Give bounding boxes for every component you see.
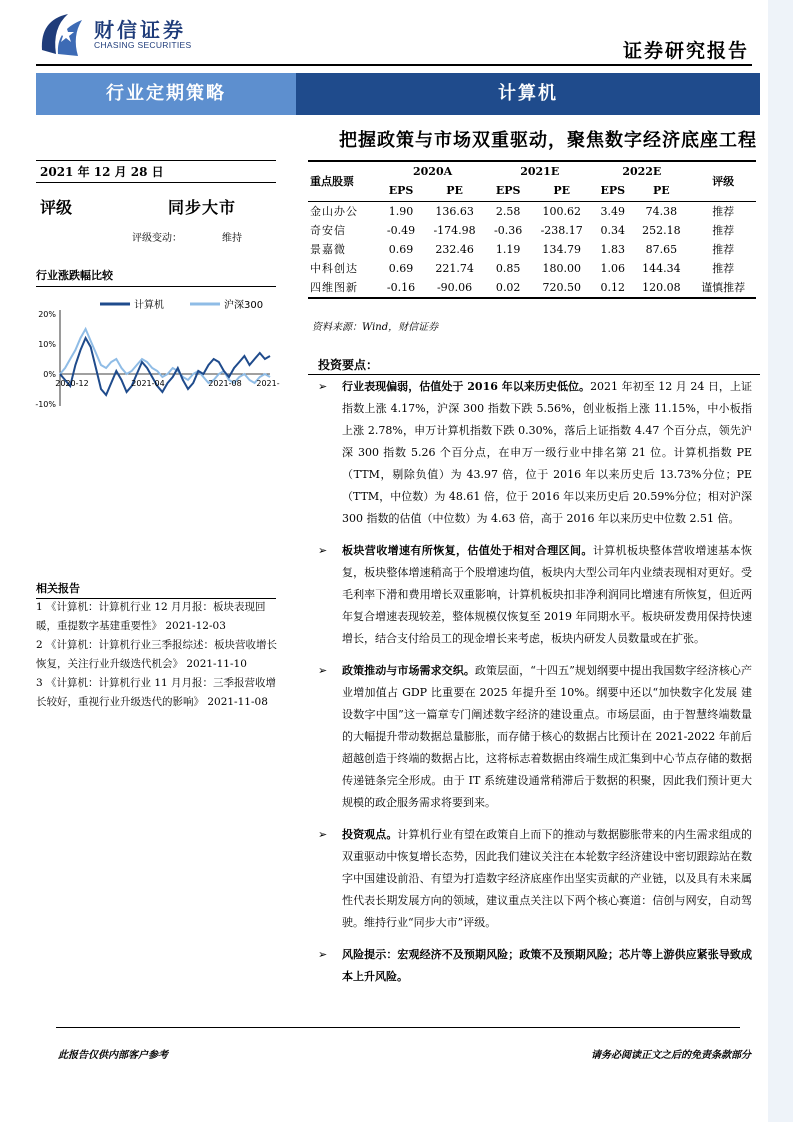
metric-header: PE [446,184,463,198]
perf-rule [36,286,276,287]
date-rule [36,182,276,183]
table-row [308,259,756,278]
logo-mark-icon [38,10,90,58]
arrow-bullet-icon: ➢ [318,948,328,961]
logo-text-en: CHASING SECURITIES [94,40,192,50]
x-tick-label: 2021-04 [131,379,165,388]
point-body: 计算机行业有望在政策自上而下的推动与数据膨胀带来的内生需求组成的双重驱动中恢复增长态势，因此我们建议关注在本轮数字经济建设中密切跟踪站在数字中国建设前沿、有望为打造数字经济底座作出坚实贡献的产业链，以及具有未来属性代表长期发展方向的领域，建议重点关注以下两个核心赛道：信创与网安，自动驾驶。维持行业“同步大市”评级。 [342,828,753,929]
point-body: 政策层面，“十四五”规划纲要中提出我国数字经济核心产业增加值占 GDP 比重要在 2025 年提升至 10%。纲要中还以“加快数字化发展 建设数字中国”这一篇章专门阐述数字经济的建设重点。市场层面，由于智慧终端数量的大幅提升带动数据总量膨胀，而存储于核心的数据占比预计在 2021-2022 年前后超越创造于终端的数据占比，这将标志着数据由终端生成汇集到中心节点存储的数据传递链条完全形成。由于 IT 系统建设通常稍滞后于数据的积聚，因此我们预计更大规模的政企服务需求将要到来。 [342,664,753,809]
year-header: 2020A [413,165,453,178]
stock-name: 金山办公 [310,205,358,218]
table-row [308,240,756,259]
table-cell: 100.62 [542,204,581,218]
related-report-item[interactable]: 2 《计算机：计算机行业三季报综述：板块营收增长恢复，关注行业升级迭代机会》 2021-11-10 [36,639,278,670]
arrow-bullet-icon: ➢ [318,664,328,677]
rating-header: 评级 [690,161,756,201]
table-cell: 232.46 [435,242,474,256]
industry-banner: 计算机 [296,73,760,115]
table-cell: 252.18 [642,223,681,237]
logo-text-cn: 财信证券 [94,18,186,42]
metric-header: EPS [495,184,521,198]
table-cell: 3.49 [600,204,626,218]
arrow-bullet-icon: ➢ [318,380,328,393]
point-body: 2021 年初至 12 月 24 日，上证指数上涨 4.17%，沪深 300 指数下跌 5.56%，创业板指上涨 11.15%，中小板指上涨 2.78%，申万计算机指数下跌 0.30%，落后上证指数 4.47 个百分点，领先沪深 300 指数 5.26 个百分点，在申万一级行业中排名第 21 位。计算机指数 PE（TTM，剔除负值）为 43.97 倍，位于 2016 年以来历史后 13.73%分位；PE（TTM，中位数）为 48.61 倍，位于 2016 年以来历史后 20.59%分位；相对沪深 300 指数的估值（中位数）为 4.63 倍，高于 2016 年以来历史中位数 2.51 倍。 [342,380,752,525]
year-header: 2022E [622,165,662,178]
investment-point [312,944,752,988]
table-cell: 0.69 [388,242,414,256]
table-cell: 180.00 [542,261,581,275]
point-lead: 板块营收增速有所恢复，估值处于相对合理区间。 [342,544,593,557]
x-tick-label: 2021- [256,379,280,388]
series-line [60,329,270,383]
related-report-item[interactable]: 1 《计算机：计算机行业 12 月月报：板块表现回暖，重提数字基建重要性》 2021-12-03 [36,601,266,632]
investment-point [312,824,752,934]
investment-point [312,540,752,650]
table-cell: 144.34 [642,261,681,275]
point-lead: 风险提示：宏观经济不及预期风险；政策不及预期风险；芯片等上游供应紧张导致成本上升风险。 [342,948,752,983]
table-cell: -174.98 [433,223,476,237]
legend-label: 沪深300 [224,300,264,311]
related-reports-list [36,598,286,712]
table-cell: 2.58 [495,204,521,218]
stock-rating: 推荐 [712,243,735,256]
report-date: 2021 年 12 月 28 日 [40,165,164,179]
year-header: 2021E [520,165,560,178]
table-row [308,278,756,298]
perf-chart [30,292,280,422]
metric-header: PE [653,184,670,198]
table-cell: 136.63 [435,204,474,218]
table-cell: -0.36 [494,223,523,237]
footer-rule [56,1027,740,1028]
arrow-bullet-icon: ➢ [318,828,328,841]
table-cell: 0.69 [388,261,414,275]
left-top-rule [36,160,276,161]
table-corner-label: 重点股票 [308,161,379,201]
footer-note-right: 请务必阅读正文之后的免责条款部分 [591,1050,751,1061]
table-cell: 1.83 [600,242,626,256]
stock-rating: 推荐 [712,262,735,275]
metric-header: EPS [388,184,414,198]
table-cell: 221.74 [435,261,474,275]
table-cell: 1.90 [388,204,414,218]
report-type: 证券研究报告 [622,40,749,62]
table-cell: 74.38 [645,204,678,218]
table-cell: 1.06 [600,261,626,275]
stock-name: 四维图新 [310,281,358,294]
table-source-note: 资料来源：Wind，财信证券 [312,322,439,333]
rating-label: 评级 [40,198,73,217]
investment-points-list [312,376,752,998]
investment-point [312,660,752,814]
key-stocks-table [308,160,756,299]
report-headline: 把握政策与市场双重驱动，聚焦数字经济底座工程 [339,130,757,151]
rating-change-value: 维持 [222,233,242,244]
y-tick-label: -10% [35,400,56,409]
category-banner: 行业定期策略 [36,73,296,115]
footer-note-left: 此报告仅供内部客户参考 [58,1050,168,1061]
related-reports-title: 相关报告 [36,582,80,595]
x-tick-label: 2021-08 [208,379,242,388]
table-cell: -0.16 [386,280,416,294]
stock-rating: 推荐 [712,224,735,237]
table-cell: 0.85 [495,261,521,275]
point-lead: 投资观点。 [342,828,398,841]
stock-name: 中科创达 [310,262,358,275]
side-strip [768,0,793,1122]
metric-header: EPS [600,184,626,198]
arrow-bullet-icon: ➢ [318,544,328,557]
investment-point [312,376,752,530]
points-rule [308,374,760,375]
legend-label: 计算机 [134,300,164,311]
stock-name: 景嘉微 [310,243,346,256]
table-cell: 0.02 [495,280,521,294]
y-tick-label: 20% [38,310,56,319]
perf-chart-title: 行业涨跌幅比较 [36,269,113,282]
table-row [308,221,756,240]
investment-points-title: 投资要点： [318,358,379,372]
rating-change-label: 评级变动： [132,233,182,244]
table-cell: 120.08 [642,280,681,294]
y-tick-label: 10% [38,340,56,349]
table-cell: 87.65 [645,242,678,256]
table-cell: -0.49 [386,223,416,237]
related-report-item[interactable]: 3 《计算机：计算机行业 11 月月报：三季报营收增长较好，重视行业升级迭代的影响》 2021-11-08 [36,677,277,708]
table-cell: 0.34 [600,223,626,237]
y-tick-label: 0% [43,370,56,379]
point-lead: 政策推动与市场需求交织。 [342,664,475,677]
table-cell: 134.79 [542,242,581,256]
x-tick-label: 2020-12 [55,379,89,388]
top-divider [36,64,752,66]
stock-rating: 谨慎推荐 [701,281,746,294]
key-stocks-table-wrap [308,160,756,299]
table-cell: -90.06 [436,280,473,294]
table-cell: 1.19 [495,242,521,256]
metric-header: PE [553,184,571,198]
rating-value: 同步大市 [168,198,237,217]
table-cell: -238.17 [540,223,583,237]
table-cell: 0.12 [600,280,626,294]
table-row [308,201,756,221]
point-body: 计算机板块整体营收增速基本恢复，板块整体增速稍高于个股增速均值，板块内大型公司年内业绩表现相对更好。受毛利率下滑和费用增长双重影响，计算机板块扣非净利润同比增速有所恢复，但近两年复合增速表现较差，整体规模仅恢复至 2019 年同期水平。板块研发费用保持快速增长，结合支付给员工的现金增长来考虑，板块内研发人员数量或在扩张。 [342,544,753,645]
perf-chart-svg [30,292,280,422]
stock-rating: 推荐 [712,205,735,218]
stock-name: 奇安信 [310,224,346,237]
table-cell: 720.50 [542,280,581,294]
point-lead: 行业表现偏弱，估值处于 2016 年以来历史低位。 [342,380,591,393]
